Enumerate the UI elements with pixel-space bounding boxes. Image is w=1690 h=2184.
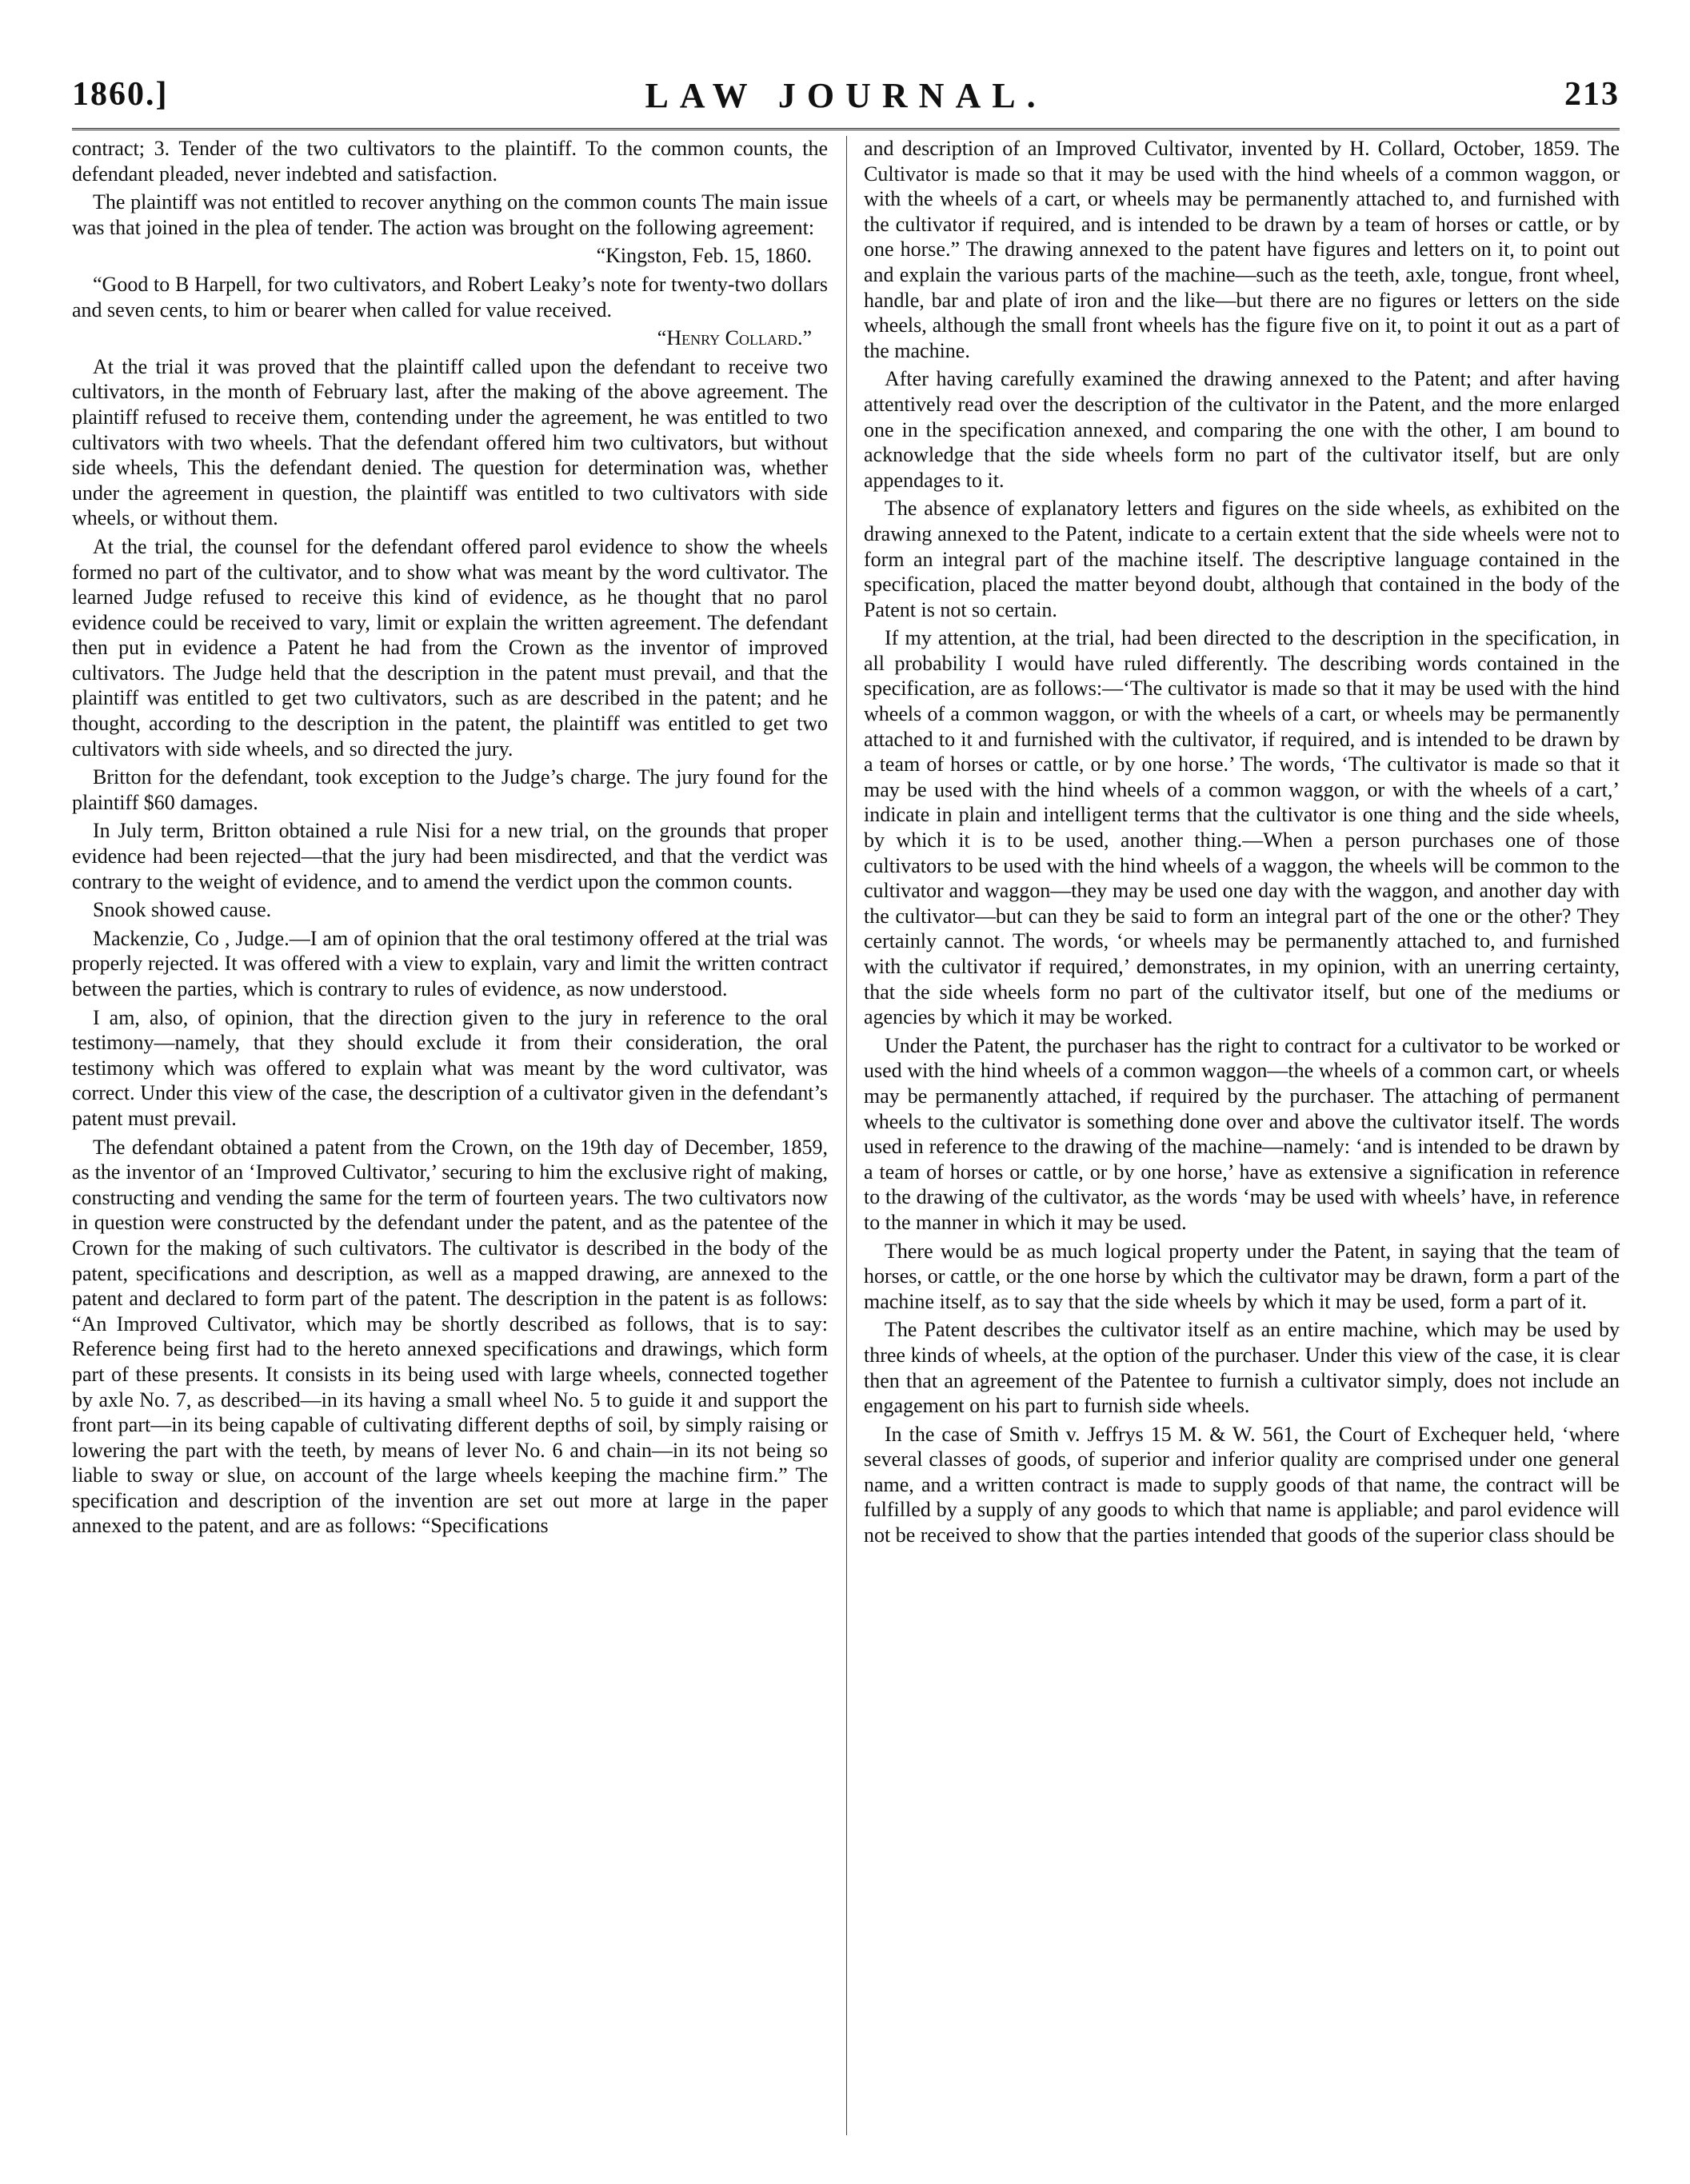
paragraph: The plaintiff was not entitled to recover anything on the common counts The main issue was that joined in the plea of tender. The action was brought on the following agreement: [72, 190, 828, 239]
agreement-dateline: “Kingston, Feb. 15, 1860. [596, 244, 812, 268]
paragraph: At the trial, the counsel for the defendant offered parol evidence to show the wheels formed no part of the cultivator, and to show what was meant by the word cultivator. The learned Judge refused to receive this kind of evidence, as he thought that no parol evidence could be received to vary, limit or explain the written agreement. The defendant then put in evidence a Patent he had from the Crown as the inventor of improved cultivators. The Judge held that the description in the patent must prevail, and that the plaintiff was entitled to get two cultivators, such as are described in the patent; and he thought, according to the description in the patent, the plaintiff was entitled to get two cultivators with side wheels, and so directed the jury. [72, 534, 828, 761]
paragraph: The defendant obtained a patent from the Crown, on the 19th day of December, 1859, as the inventor of an ‘Improved Cultivator,’ securing to him the exclusive right of making, constructing and vending the same for the term of fourteen years. The two cultivators now in question were constructed by the defendant under the patent, and as the patentee of the Crown for the making of such cultivators. The cultivator is described in the body of the patent, specifications and description, as well as a mapped drawing, are annexed to the patent and declared to form part of the patent. The description in the patent is as follows: “An Improved Cultivator, which may be shortly described as follows, that is to say: Reference being first had to the hereto annexed specifications and drawings, which form part of these presents. It consists in its being used with large wheels, connected together by axle No. 7, as described—in its having a small wheel No. 5 to guide it and support the front part—in its being capable of cultivating different depths of soil, by simply raising or lowering the part with the teeth, by means of lever No. 6 and chain—in its not being so liable to sway or slue, on account of the large wheels keeping the machine firm.” The specification and description of the invention are set out more at large in the paper annexed to the patent, and are as follows: “Specifications [72, 1135, 828, 1538]
journal-title: LAW JOURNAL. [645, 76, 1047, 115]
paragraph: contract; 3. Tender of the two cultivators to the plaintiff. To the common counts, the defendant pleaded, never indebted and satisfaction. [72, 137, 828, 186]
paragraph: After having carefully examined the drawing annexed to the Patent; and after having attentively read over the description of the cultivator in the Patent, and the more enlarged one in the specification annexed, and comparing the one with the other, I am bound to acknowledge that the side wheels form no part of the cultivator itself, but are only appendages to it. [864, 367, 1620, 492]
header-year: 1860.] [72, 76, 169, 113]
paragraph: and description of an Improved Cultivator, invented by H. Collard, October, 1859. The Cultivator is made so that it may be used with the hind wheels of a common waggon, or with the wheels of a cart, or wheels may be permanently attached to, and furnished with the cultivator if required, and is intended to be drawn by a team of horses or cattle, or by one horse.” The drawing annexed to the patent have figures and letters on it, to point out and explain the various parts of the machine—such as the teeth, axle, tongue, front wheel, handle, bar and plate of iron and the like—but there are no figures or letters on the side wheels, although the small front wheels has the figure five on it, to point it out as a part of the machine. [864, 137, 1620, 362]
agreement-text: “Good to B Harpell, for two cultivators, and Robert Leaky’s note for twenty-two dollars and seven cents, to him or bearer when called for value received. [72, 272, 828, 321]
paragraph: If my attention, at the trial, had been directed to the description in the specification, in all probability I would have ruled differently. The describing words contained in the specification, are as follows:—‘The cultivator is made so that it may be used with the hind wheels of a common waggon, or with the wheels of a cart, or wheels may be permanently attached to it and furnished with the cultivator, if required, and is intended to be drawn by a team of horses or cattle, or by one horse.’ The words, ‘The cultivator is made so that it may be used with the hind wheels of a common waggon, or with the wheels of a cart,’ indicate in plain and intelligent terms that the cultivator is one thing and the side wheels, by which it is to be used, another thing.—When a person purchases one of those cultivators to be used with the hind wheels of a waggon, the wheels will be common to the cultivator and waggon—they may be used one day with the waggon, and another day with the cultivator—but can they be said to form an integral part of the one or the other? They certainly cannot. The words, ‘or wheels may be permanently attached to, and furnished with the cultivator if required,’ demonstrates, in my opinion, with an unerring certainty, that the side wheels form no part of the cultivator itself, but one of the mediums or agencies by which it may be worked. [864, 626, 1620, 1029]
paragraph: In July term, Britton obtained a rule Nisi for a new trial, on the grounds that proper evidence had been rejected—that the jury had been misdirected, and that the verdict was contrary to the weight of evidence, and to amend the verdict upon the common counts. [72, 819, 828, 893]
paragraph: Mackenzie, Co , Judge.—I am of opinion that the oral testimony offered at the trial was properly rejected. It was offered with a view to explain, vary and limit the written contract between the parties, which is contrary to rules of evidence, as now understood. [72, 926, 828, 1000]
paragraph: Under the Patent, the purchaser has the right to contract for a cultivator to be worked or used with the hind wheels of a common waggon—the wheels of a common cart, or wheels may be permanently attached, if required by the purchaser. The attaching of permanent wheels to the cultivator is something done over and above the cultivator itself. The words used in reference to the drawing of the machine—namely: ‘and is intended to be drawn by a team of horses or cattle, or by one horse,’ have as extensive a signification in reference to the drawing of the cultivator, as the words ‘may be used with wheels’ have, in reference to the manner in which it may be used. [864, 1033, 1620, 1234]
page-number: 213 [1564, 76, 1620, 113]
left-column [72, 136, 828, 2151]
paragraph: Britton for the defendant, took exception to the Judge’s charge. The jury found for the plaintiff $60 damages. [72, 765, 828, 814]
paragraph: The absence of explanatory letters and figures on the side wheels, as exhibited on the drawing annexed to the Patent, indicate to a certain extent that the side wheels were not to form an integral part of the machine itself. The descriptive language contained in the specification, placed the matter beyond doubt, although that contained in the body of the Patent is not so certain. [864, 497, 1620, 621]
column-divider [846, 136, 847, 2135]
paragraph: I am, also, of opinion, that the direction given to the jury in reference to the oral testimony—namely, that they should exclude it from their consideration, the oral testimony which was offered to explain what was meant by the word cultivator, was correct. Under this view of the case, the description of a cultivator given in the defendant’s patent must prevail. [72, 1005, 828, 1130]
paragraph: Snook showed cause. [93, 898, 272, 922]
paragraph: At the trial it was proved that the plaintiff called upon the defendant to receive two cultivators, in the month of February last, after the making of the above agreement. The plaintiff refused to receive them, contending under the agreement, he was entitled to two cultivators with two wheels. That the defendant offered him two cultivators, but without side wheels, This the defendant denied. The question for determination was, whether under the agreement in question, the plaintiff was entitled to two cultivators with side wheels, or without them. [72, 354, 828, 530]
paragraph: In the case of Smith v. Jeffrys 15 M. & W. 561, the Court of Exchequer held, ‘where several classes of goods, of superior and inferior quality are comprised under one general name, and a written contract is made to supply goods of that name, the contract will be fulfilled by a supply of any goods to which that name is appliable; and parol evidence will not be received to show that the parties intended that goods of the superior class should be [864, 1422, 1620, 1547]
paragraph: There would be as much logical property under the Patent, in saying that the team of horses, or cattle, or the one horse by which the cultivator may be drawn, form a part of the machine itself, as to say that the side wheels by which it may be used, form a part of it. [864, 1239, 1620, 1313]
paragraph: The Patent describes the cultivator itself as an entire machine, which may be used by three kinds of wheels, at the option of the purchaser. Under this view of the case, it is clear then that an agreement of the Patentee to furnish a cultivator simply, does not include an engagement on his part to furnish side wheels. [864, 1318, 1620, 1418]
right-column [864, 136, 1620, 2151]
page-header [72, 64, 1620, 130]
agreement-signature: “Henry Collard.” [657, 326, 812, 350]
